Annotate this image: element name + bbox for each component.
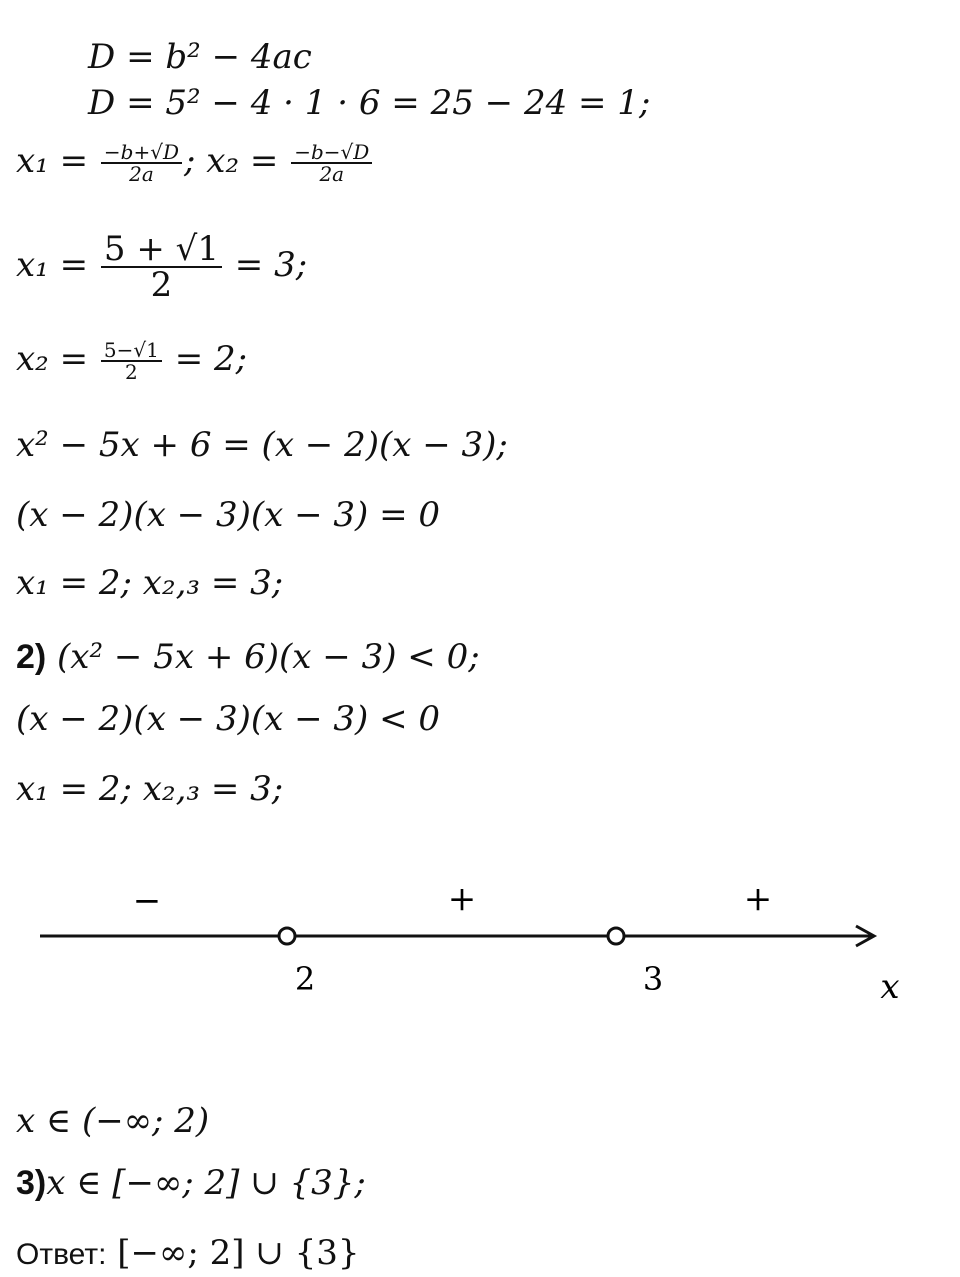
x2-lhs: ; x₂ =: [184, 141, 279, 181]
discriminant-calc: D = 5² − 4 · 1 · 6 = 25 − 24 = 1;: [88, 83, 651, 123]
number-line: [0, 860, 960, 1010]
sign-interval-2: +: [447, 879, 477, 919]
x1-calc: [16, 229, 308, 305]
x1-numerator: −b+√D: [101, 142, 182, 164]
axis-label-x: x: [880, 967, 900, 1007]
x1-calc-lhs: x₁ =: [16, 245, 89, 285]
roots-formula: [16, 142, 374, 184]
x2-calc-numerator: 5−√1: [101, 340, 162, 362]
part-3-label: 3): [16, 1164, 47, 1202]
part-2-label: 2): [16, 638, 47, 676]
answer-value: [−∞; 2] ∪ {3}: [106, 1233, 360, 1273]
x2-fraction: [291, 142, 372, 184]
open-point-3: [608, 928, 624, 944]
point-label-3: 3: [642, 960, 664, 998]
part-2-inequality: [16, 637, 480, 677]
x1-calc-numerator: 5 + √1: [101, 232, 222, 268]
answer-label: Ответ:: [16, 1238, 107, 1271]
open-point-2: [279, 928, 295, 944]
x2-calc-denominator: 2: [125, 360, 138, 384]
x1-calc-denominator: 2: [150, 265, 173, 305]
part-2-expression: (x² − 5x + 6)(x − 3) < 0;: [46, 637, 480, 677]
roots-line-2: x₁ = 2; x₂,₃ = 3;: [16, 769, 284, 809]
x2-calc-fraction: [101, 340, 162, 382]
sign-interval-1: −: [132, 881, 162, 921]
discriminant-formula: D = b² − 4ac: [88, 37, 312, 77]
answer-line: [16, 1233, 360, 1273]
x2-calc: [16, 340, 247, 382]
x1-lhs: x₁ =: [16, 141, 89, 181]
x2-calc-rhs: = 2;: [174, 339, 248, 379]
solution-interval: x ∈ (−∞; 2): [16, 1101, 210, 1141]
x2-denominator: 2a: [319, 162, 345, 186]
x2-calc-lhs: x₂ =: [16, 339, 89, 379]
point-label-2: 2: [294, 960, 316, 998]
x2-numerator: −b−√D: [291, 142, 372, 164]
equation-product: (x − 2)(x − 3)(x − 3) = 0: [16, 495, 441, 535]
sign-interval-3: +: [743, 879, 773, 919]
part-3-solution: [16, 1163, 366, 1203]
factorization: x² − 5x + 6 = (x − 2)(x − 3);: [16, 425, 508, 465]
x1-fraction: [101, 142, 182, 184]
x1-calc-rhs: = 3;: [234, 245, 308, 285]
x1-denominator: 2a: [129, 162, 154, 186]
roots-line-1: x₁ = 2; x₂,₃ = 3;: [16, 563, 284, 603]
part-3-expression: x ∈ [−∞; 2] ∪ {3};: [46, 1163, 366, 1203]
inequality-product: (x − 2)(x − 3)(x − 3) < 0: [16, 699, 441, 739]
x1-calc-fraction: [101, 229, 222, 305]
